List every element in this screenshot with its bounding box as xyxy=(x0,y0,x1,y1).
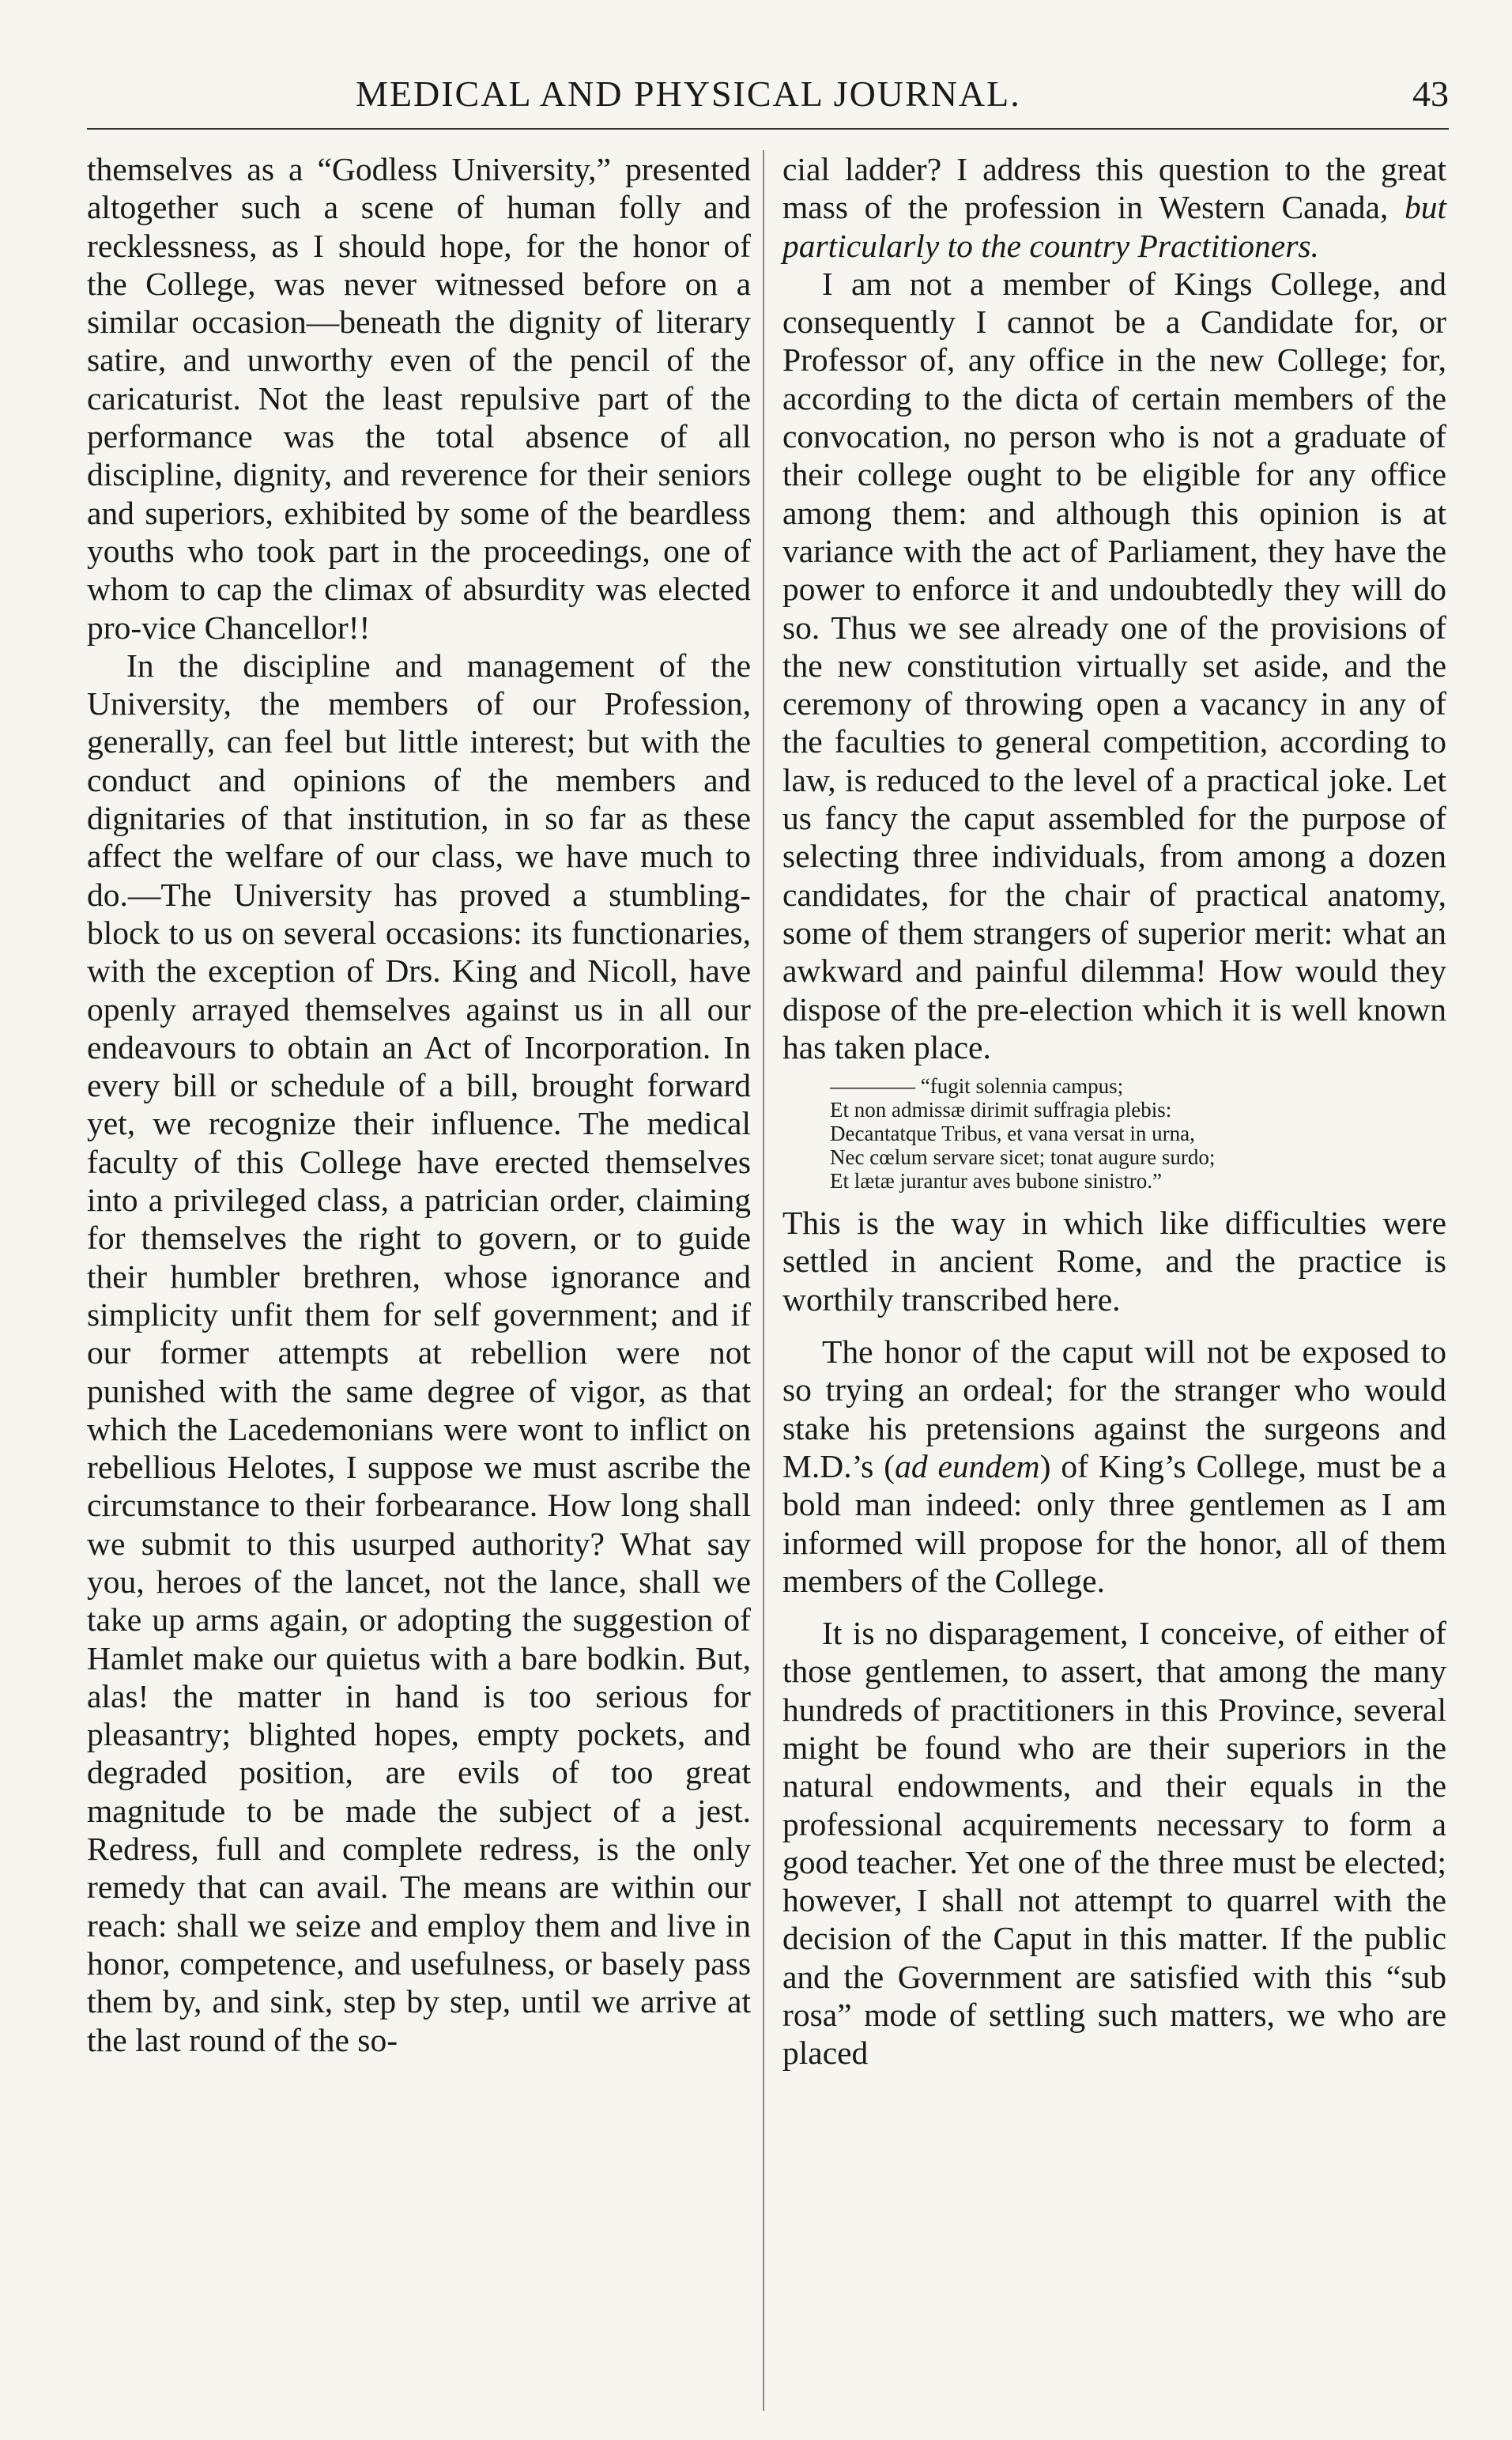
quote-line: Decantatque Tribus, et vana versat in urna, xyxy=(830,1122,1195,1146)
paragraph xyxy=(782,1333,1446,1600)
left-column xyxy=(87,150,751,2059)
emphasis-text: ad eundem xyxy=(895,1447,1040,1484)
paragraph-text: The honor of the caput will not be exposed to so trying an ordeal; for the stranger who would stake his pretensions against the surgeons and M.D.’s ( xyxy=(782,1333,1446,1484)
paragraph: This is the way in which like difficulties were settled in ancient Rome, and the practice is worthily transcribed here. xyxy=(782,1205,1446,1318)
page-number: 43 xyxy=(1412,74,1449,114)
running-head xyxy=(87,73,1449,130)
paragraph: themselves as a “Godless University,” presented altogether such a scene of human folly and recklessness, as I should hope, for the honor of the College, was never witnessed before on a similar occasion—beneath the dignity of literary satire, and unworthy even of the pencil of the caricaturist. Not the least repulsive part of the performance was the total absence of all discipline, dignity, and reverence for their seniors and superiors, exhibited by some of the beardless youths who took part in the proceedings, one of whom to cap the climax of absurdity was elected pro-vice Chancellor!! xyxy=(87,151,751,646)
paragraph xyxy=(782,150,1446,265)
paragraph-text: cial ladder? I address this question to the great mass of the profession in Western Canada, xyxy=(782,151,1446,226)
column-divider xyxy=(763,150,764,2411)
paragraph: In the discipline and management of the University, the members of our Profession, generally, can feel but little interest; but with the conduct and opinions of the members and dignitaries of that institution, in so far as these affect the welfare of our class, we have much to do.—The University has proved a stumbling-block to us on several occasions: its functionaries, with the exception of Drs. King and Nicoll, have openly arrayed themselves against us in all our endeavours to obtain an Act of Incorporation. In every bill or schedule of a bill, brought forward yet, we recognize their influence. The medical faculty of this College have erected themselves into a privileged class, a patrician order, claiming for themselves the right to govern, or to guide their humbler brethren, whose ignorance and simplicity unfit them for self government; and if our former attempts at rebellion were not punished with the same degree of vigor, as that which the Lacedemonians were wont to inflict on rebellious Helotes, I suppose we must ascribe the circumstance to their forbearance. How long shall we submit to this usurped authority? What say you, heroes of the lancet, not the lance, shall we take up arms again, or adopting the suggestion of Hamlet make our quietus with a bare bodkin. But, alas! the matter in hand is too serious for pleasantry; blighted hopes, empty pockets, and degraded position, are evils of too great magnitude to be made the subject of a jest. Redress, full and complete redress, is the only remedy that can avail. The means are within our reach: shall we seize and employ them and live in honor, competence, and usefulness, or basely pass them by, and sink, step by step, until we arrive at the last round of the so- xyxy=(87,647,751,2058)
quote-line: Nec cœlum servare sicet; tonat augure surdo; xyxy=(830,1145,1216,1170)
emphasis-text: but particularly to the country Practitioners. xyxy=(782,189,1446,264)
quote-line: ———— “fugit solennia campus; xyxy=(830,1074,1124,1099)
running-title: MEDICAL AND PHYSICAL JOURNAL. xyxy=(356,74,1021,114)
quote-line: Et non admissæ dirimit suffragia plebis: xyxy=(830,1098,1172,1122)
latin-quotation xyxy=(830,1074,1446,1193)
paragraph: I am not a member of Kings College, and consequently I cannot be a Candidate for, or Professor of, any office in the new College; for, according to the dicta of certain members of the convocation, no person who is not a graduate of their college ought to be eligible for any office among them: and although this opinion is at variance with the act of Parliament, they have the power to enforce it and undoubtedly they will do so. Thus we see already one of the provisions of the new constitution virtually set aside, and the ceremony of throwing open a vacancy in any of the faculties to general competition, according to law, is reduced to the level of a practical joke. Let us fancy the caput assembled for the purpose of selecting three individuals, from among a dozen candidates, for the chair of practical anatomy, some of them strangers of superior merit: what an awkward and painful dilemma! How would they dispose of the pre-election which it is well known has taken place. xyxy=(782,265,1446,1065)
paragraph-text: ) of King’s College, must be a bold man indeed: only three gentlemen as I am informed will propose for the honor, all of them members of the College. xyxy=(782,1447,1446,1599)
right-column xyxy=(782,150,1446,2072)
quote-line: Et lætæ jurantur aves bubone sinistro.” xyxy=(830,1169,1162,1194)
paragraph: It is no disparagement, I conceive, of either of those gentlemen, to assert, that among the many hundreds of practitioners in this Province, several might be found who are their superiors in the natural endowments, and their equals in the professional acquirements necessary to form a good teacher. Yet one of the three must be elected; however, I shall not attempt to quarrel with the decision of the Caput in this matter. If the public and the Government are satisfied with this “sub rosa” mode of settling such matters, we who are placed xyxy=(782,1615,1446,2072)
